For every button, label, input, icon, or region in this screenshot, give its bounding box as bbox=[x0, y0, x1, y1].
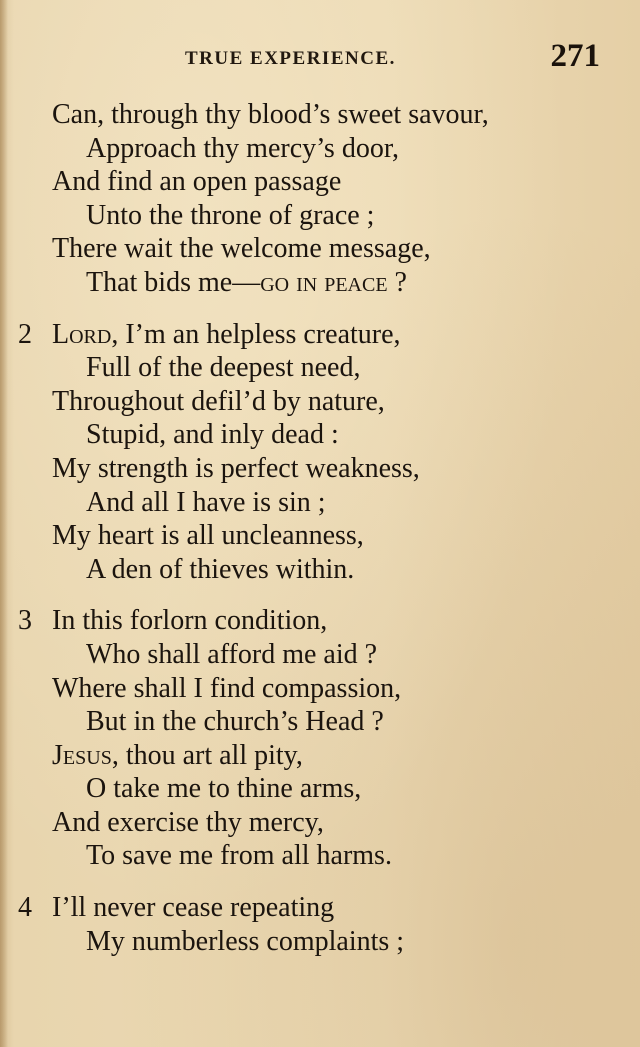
verse-line: My numberless complaints ; bbox=[86, 925, 405, 957]
stanza-3 bbox=[0, 604, 640, 873]
stanza-2 bbox=[0, 318, 640, 587]
verse-line: My strength is perfect weakness, bbox=[52, 452, 420, 484]
verse-line: 4 I’ll never cease repeating bbox=[18, 892, 335, 924]
verse-line: 3 In this forlorn condition, bbox=[18, 605, 328, 637]
page-number: 271 bbox=[550, 38, 600, 74]
verse-line: A den of thieves within. bbox=[86, 553, 355, 585]
verse-line: And all I have is sin ; bbox=[86, 486, 326, 518]
verse-number: 4 bbox=[18, 892, 32, 924]
verse-line: And find an open passage bbox=[52, 166, 342, 198]
verse-line: Stupid, and inly dead : bbox=[86, 419, 339, 451]
stanza-continuation bbox=[0, 98, 640, 300]
stanza-4 bbox=[0, 891, 640, 958]
verse-line: Unto the throne of grace ; bbox=[86, 199, 375, 231]
verse-line: Jesus, thou art all pity, bbox=[52, 739, 303, 771]
verse-line: My heart is all uncleanness, bbox=[52, 520, 364, 552]
verse-line: Throughout defil’d by nature, bbox=[52, 385, 385, 417]
verse-line: Can, through thy blood’s sweet savour, bbox=[52, 99, 489, 130]
verse-line: 2 Lord, I’m an helpless creature, bbox=[18, 318, 401, 350]
verse-line: And exercise thy mercy, bbox=[52, 806, 324, 838]
running-head: TRUE EXPERIENCE. bbox=[185, 48, 396, 69]
verse-line: That bids me—go in peace ? bbox=[86, 266, 407, 298]
verse-number: 3 bbox=[18, 605, 32, 637]
verse-number: 2 bbox=[18, 318, 32, 350]
verse-line: Where shall I find compassion, bbox=[52, 672, 402, 704]
verse-line: Full of the deepest need, bbox=[86, 352, 361, 384]
verse-line: To save me from all harms. bbox=[86, 840, 392, 872]
page-header bbox=[0, 38, 640, 88]
verse-line: There wait the welcome message, bbox=[52, 233, 431, 265]
verse-line: But in the church’s Head ? bbox=[86, 706, 384, 738]
verse-line: Who shall afford me aid ? bbox=[86, 638, 378, 670]
verse-line: Approach thy mercy’s door, bbox=[86, 132, 400, 164]
verse-line: O take me to thine arms, bbox=[86, 773, 362, 805]
hymn-text bbox=[0, 98, 640, 958]
